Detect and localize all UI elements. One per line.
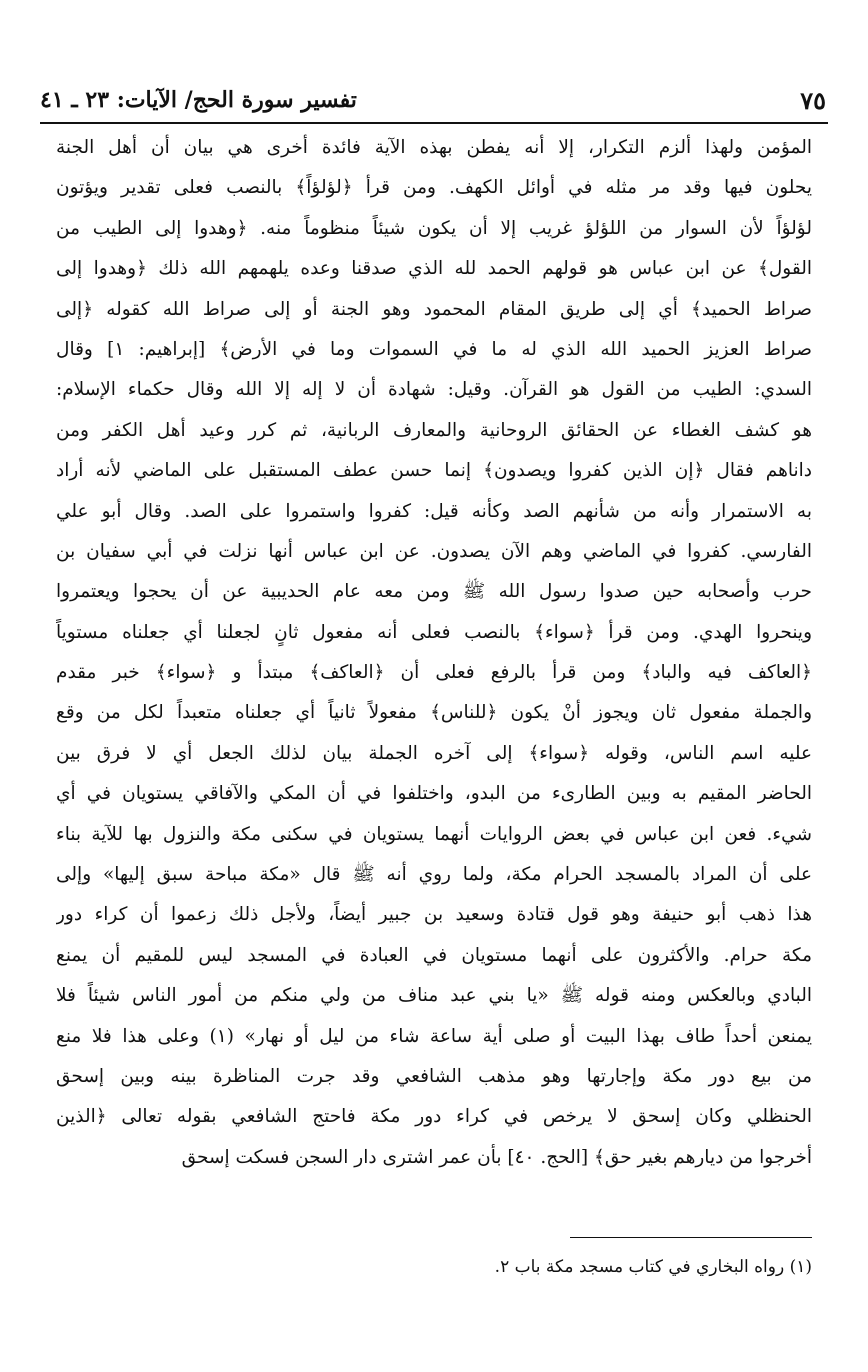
text-line: مكة حرام. والأكثرون على أنهما مستويان في العبادة في المسجد ليس للمقيم أن يمنع: [56, 944, 812, 966]
text-line: على أن المراد بالمسجد الحرام مكة، ولما روي أنه ﷺ قال «مكة مباحة سبق إليها» وإلى: [56, 864, 812, 886]
text-line: هذا ذهب أبو حنيفة وهو قول قتادة وسعيد بن جبير أيضاً، ولأجل ذلك زعموا أن كراء دور: [56, 904, 812, 926]
text-line: صراط العزيز الحميد الله الذي له ما في السموات وما في الأرض﴾ [إبراهيم: ١] وقال: [56, 338, 812, 360]
text-line: عليه اسم الناس، وقوله ﴿سواء﴾ إلى آخره الجملة بيان لذلك الجعل أي لا فرق بين: [56, 742, 812, 764]
text-line: وينحروا الهدي. ومن قرأ ﴿سواء﴾ بالنصب فعلى أنه مفعول ثانٍ لجعلنا أي جعلناه مستوياً: [56, 621, 812, 643]
running-header: [40, 80, 826, 120]
header-rule: [40, 122, 828, 124]
text-line: أخرجوا من ديارهم بغير حق﴾ [الحج. ٤٠] بأن عمر اشترى دار السجن فسكت إسحق: [181, 1146, 812, 1168]
text-line: يمنعن أحداً طاف بهذا البيت أو صلى أية ساعة شاء من ليل أو نهار» (١) وعلى هذا فلا منع: [56, 1025, 812, 1047]
text-line: هو كشف الغطاء عن الحقائق الروحانية والمعارف الربانية، ثم كرر وعيد أهل الكفر ومن: [56, 419, 812, 441]
text-line: السدي: الطيب من القول هو القرآن. وقيل: شهادة أن لا إله إلا الله وقال حكماء الإسلام:: [56, 379, 812, 401]
header-title: تفسير سورة الحج/ الآيات: ٢٣ ـ ٤١: [40, 87, 357, 113]
text-line: الحنظلي وكان إسحق لا يرخص في كراء دور مكة فاحتج الشافعي بقوله تعالى ﴿الذين: [56, 1106, 812, 1128]
text-line: البادي وبالعكس ومنه قوله ﷺ «يا بني عبد مناف من ولي منكم من أمور الناس شيئاً فلا: [56, 985, 812, 1007]
text-line: ﴿العاكف فيه والباد﴾ ومن قرأ بالرفع فعلى أن ﴿العاكف﴾ مبتدأ و ﴿سواء﴾ خبر مقدم: [56, 662, 812, 684]
text-line: المؤمن ولهذا ألزم التكرار، إلا أنه يفطن بهذه الآية فائدة أخرى هي بيان أن أهل الجنة: [56, 137, 812, 158]
text-line: حرب وأصحابه حين صدوا رسول الله ﷺ ومن معه عام الحديبية عن أن يحجوا ويعتمروا: [56, 581, 812, 603]
text-line: القول﴾ عن ابن عباس هو قولهم الحمد لله الذي صدقنا وعده يلهمهم الله ذلك ﴿وهدوا إلى: [56, 258, 812, 280]
text-line: صراط الحميد﴾ أي إلى طريق المقام المحمود وهو الجنة أو إلى صراط الله كقوله ﴿إلى: [56, 298, 812, 320]
text-line: داناهم فقال ﴿إن الذين كفروا ويصدون﴾ إنما حسن عطف المستقبل على الماضي لأنه أراد: [56, 460, 812, 482]
text-line: لؤلؤاً لأن السوار من اللؤلؤ غريب إلا أن يكون شيئاً منظوماً منه. ﴿وهدوا إلى الطيب من: [56, 217, 812, 239]
text-line: والجملة مفعول ثان ويجوز أنْ يكون ﴿للناس﴾ مفعولاً ثانياً أي جعلناه متعبداً لكل من وقع: [56, 702, 812, 724]
text-line: من بيع دور مكة وإجارتها وهو مذهب الشافعي وقد جرت المناظرة بينه وبين إسحق: [56, 1065, 812, 1087]
page-number: ٧٥: [800, 85, 826, 115]
text-line: يحلون فيها وقد مر مثله في أوائل الكهف. ومن قرأ ﴿لؤلؤاً﴾ بالنصب فعلى تقدير ويؤتون: [56, 177, 812, 199]
text-line: الفارسي. كفروا في الماضي وهم الآن يصدون. عن ابن عباس أنها نزلت في أبي سفيان بن: [56, 540, 812, 562]
footnote-rule: [570, 1237, 812, 1238]
footnote: (١) رواه البخاري في كتاب مسجد مكة باب ٢.: [494, 1257, 812, 1277]
text-line: به الاستمرار وأنه من شأنهم الصد وكأنه قيل: كفروا واستمروا على الصد. وقال أبو علي: [56, 500, 812, 522]
text-line: شيء. فعن ابن عباس في بعض الروايات أنهما يستويان في سكنى مكة والنزول بها للآية بناء: [56, 823, 812, 845]
body-text: [56, 128, 812, 1178]
text-line: الحاضر المقيم به وبين الطارىء من البدو، واختلفوا في أن المكي والآفاقي يستويان في أي: [56, 783, 812, 805]
